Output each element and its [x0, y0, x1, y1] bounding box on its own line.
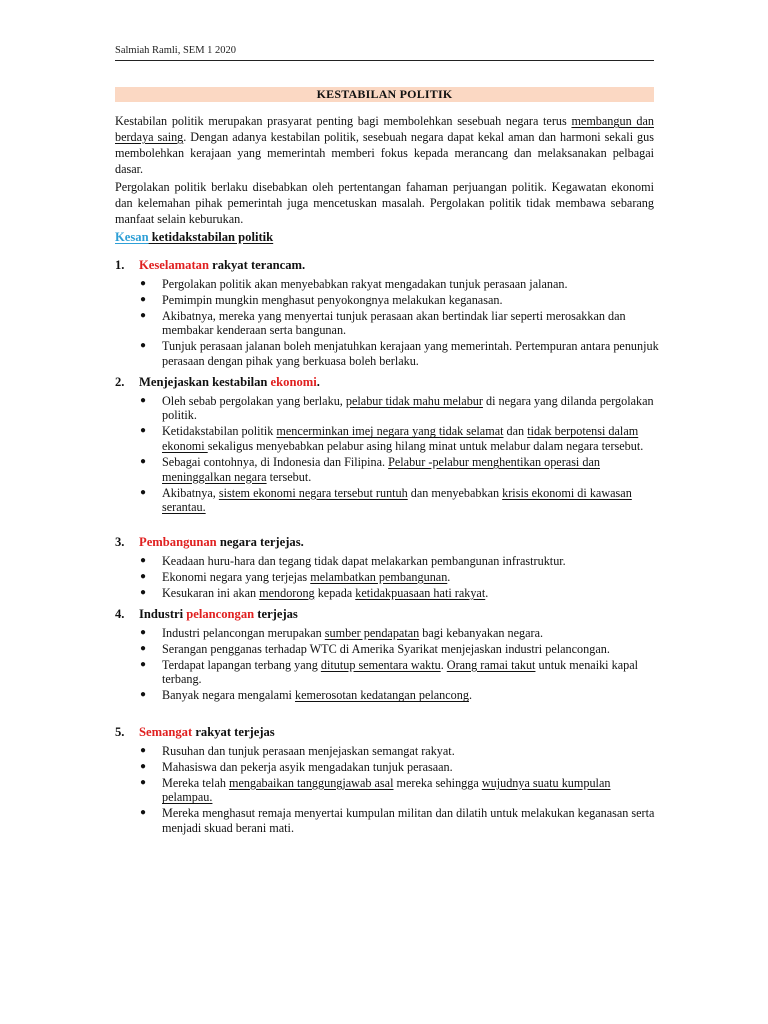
- intro-paragraph-1: [115, 113, 654, 177]
- section-heading-keyword: ekonomi: [270, 375, 317, 389]
- section-heading-keyword: Keselamatan: [139, 258, 209, 272]
- kesan-heading-rest: ketidakstabilan politik: [148, 230, 274, 244]
- bullet-icon: ●: [140, 760, 147, 772]
- intro-paragraph-2: Pergolakan politik berlaku disebabkan oleh pertentangan fahaman perjuangan politik. Kegawatan ekonomi dan kelemahan pihak pemerintah juga mencetuskan masalah. Pergolakan politik tidak membawa sebarang manfaat selain keburukan.: [115, 180, 654, 226]
- bullet-icon: ●: [140, 293, 147, 305]
- list-item: [115, 309, 660, 338]
- bullet-icon: ●: [140, 394, 147, 406]
- section-heading-text: rakyat terjejas: [192, 725, 275, 739]
- underlined-phrase: ketidakpuasaan hati rakyat: [355, 585, 486, 600]
- section-heading-text: negara terjejas.: [216, 535, 304, 549]
- item-text: di negara yang dilanda pergolakan politik.: [162, 393, 654, 423]
- underlined-phrase: mencerminkan imej negara yang tidak selamat: [276, 424, 504, 439]
- list-item: [115, 776, 660, 805]
- item-text: dan menyebabkan: [407, 485, 503, 500]
- list-item: [115, 806, 660, 835]
- item-text: bagi kebanyakan negara.: [419, 625, 544, 640]
- item-text: Mereka telah: [162, 775, 229, 790]
- item-text: .: [447, 569, 451, 584]
- list-item: [115, 626, 660, 641]
- underlined-phrase: mengabaikan tanggungjawab asal: [229, 775, 394, 790]
- bullet-icon: ●: [140, 642, 147, 654]
- intro-p1-text-b: . Dengan adanya kestabilan politik, sesebuah negara dapat kekal aman dan harmoni sekali gus membolehkan kerajaan yang memerintah memberi fokus kepada merancang dan melaksanakan pelbagai dasar.: [115, 130, 654, 176]
- intro-text: [115, 113, 654, 227]
- section-heading: [115, 725, 660, 740]
- bullet-list: [115, 554, 660, 601]
- list-item: [115, 760, 660, 775]
- underlined-phrase: kemerosotan kedatangan pelancong: [295, 688, 469, 703]
- intro-p1-underline: membangun dan berdaya saing: [115, 114, 654, 144]
- list-item: [115, 277, 660, 292]
- section-4: [115, 607, 660, 705]
- bullet-icon: ●: [140, 309, 147, 321]
- list-item: [115, 339, 660, 368]
- underlined-phrase: Orang ramai takut: [446, 657, 536, 672]
- bullet-icon: ●: [140, 689, 147, 701]
- bullet-icon: ●: [140, 744, 147, 756]
- bullet-icon: ●: [140, 486, 147, 498]
- item-text: Industri pelancongan merupakan: [162, 625, 325, 640]
- section-heading-text: Menjejaskan kestabilan: [139, 375, 271, 389]
- section-1: [115, 258, 660, 370]
- item-text: Akibatnya, mereka yang menyertai tunjuk perasaan akan bertindak liar seperti merosakkan dan membakar kenderaan serta bangunan.: [162, 308, 626, 338]
- item-text: sekaligus menyebabkan pelabur asing hilang minat untuk melabur dalam negara tersebut.: [207, 438, 644, 453]
- bullet-list: [115, 277, 660, 369]
- section-heading-keyword: Semangat: [139, 725, 193, 739]
- section-heading: [115, 607, 660, 622]
- bullet-icon: ●: [140, 570, 147, 582]
- bullet-icon: ●: [140, 586, 147, 598]
- item-text: Rusuhan dan tunjuk perasaan menjejaskan semangat rakyat.: [162, 743, 455, 758]
- underlined-phrase: ditutup sementara waktu: [320, 657, 441, 672]
- item-text: Ekonomi negara yang terjejas: [162, 569, 311, 584]
- section-number: 1.: [115, 258, 125, 272]
- section-heading: [115, 535, 660, 550]
- list-item: [115, 424, 660, 453]
- section-number: 2.: [115, 375, 125, 389]
- section-3: [115, 535, 660, 602]
- list-item: [115, 455, 660, 484]
- kesan-heading-blue: Kesan: [115, 230, 149, 244]
- bullet-icon: ●: [140, 807, 147, 819]
- item-text: Mahasiswa dan pekerja asyik mengadakan tunjuk perasaan.: [162, 759, 453, 774]
- intro-p1-text-a: Kestabilan politik merupakan prasyarat penting bagi membolehkan sesebuah negara terus: [115, 114, 572, 128]
- bullet-icon: ●: [140, 626, 147, 638]
- section-heading-text: Industri: [139, 607, 187, 621]
- bullet-icon: ●: [140, 776, 147, 788]
- underlined-phrase: krisis ekonomi di kawasan serantau.: [162, 485, 632, 515]
- list-item: [115, 744, 660, 759]
- list-item: [115, 570, 660, 585]
- section-number: 4.: [115, 607, 125, 621]
- underlined-phrase: sistem ekonomi negara tersebut runtuh: [218, 485, 408, 500]
- underlined-phrase: sumber pendapatan: [324, 625, 420, 640]
- item-text: Akibatnya,: [162, 485, 219, 500]
- list-item: [115, 688, 660, 703]
- kesan-heading: [115, 230, 273, 245]
- list-item: [115, 293, 660, 308]
- bullet-icon: ●: [140, 658, 147, 670]
- section-heading-text: .: [316, 375, 320, 389]
- section-heading-text: terjejas: [254, 607, 298, 621]
- document-title: KESTABILAN POLITIK: [115, 87, 654, 102]
- underlined-phrase: mendorong: [259, 585, 315, 600]
- underlined-phrase: Pelabur -pelabur menghentikan operasi dan meninggalkan negara: [162, 454, 600, 484]
- header-rule: [115, 60, 654, 61]
- list-item: [115, 658, 660, 687]
- section-heading-text: rakyat terancam.: [208, 258, 306, 272]
- item-text: Tunjuk perasaan jalanan boleh menjatuhkan kerajaan yang memerintah. Pertempuran antara penunjuk perasaan dengan pihak yang berkuasa boleh berlaku.: [162, 339, 659, 369]
- bullet-icon: ●: [140, 425, 147, 437]
- item-text: untuk menaiki kapal terbang.: [162, 657, 639, 687]
- item-text: .: [485, 585, 489, 600]
- list-item: [115, 642, 660, 657]
- section-heading-keyword: pelancongan: [186, 607, 255, 621]
- item-text: Serangan pengganas terhadap WTC di Amerika Syarikat menjejaskan industri pelancongan.: [162, 641, 610, 656]
- bullet-icon: ●: [140, 340, 147, 352]
- item-text: Pergolakan politik akan menyebabkan rakyat mengadakan tunjuk perasaan jalanan.: [162, 276, 568, 291]
- item-text: Oleh sebab pergolakan yang berlaku,: [162, 393, 346, 408]
- item-text: .: [440, 657, 447, 672]
- underlined-phrase: melambatkan pembangunan: [310, 569, 448, 584]
- item-text: Pemimpin mungkin menghasut penyokongnya melakukan keganasan.: [162, 292, 503, 307]
- section-2: [115, 375, 660, 516]
- item-text: dan: [503, 424, 528, 439]
- item-text: Ketidakstabilan politik: [162, 424, 277, 439]
- list-item: [115, 554, 660, 569]
- list-item: [115, 486, 660, 515]
- item-text: Terdapat lapangan terbang yang: [162, 657, 321, 672]
- item-text: Keadaan huru-hara dan tegang tidak dapat melakarkan pembangunan infrastruktur.: [162, 553, 566, 568]
- item-text: tersebut.: [266, 469, 312, 484]
- list-item: [115, 586, 660, 601]
- list-item: [115, 394, 660, 423]
- section-heading-keyword: Pembangunan: [139, 535, 217, 549]
- section-number: 3.: [115, 535, 125, 549]
- bullet-icon: ●: [140, 554, 147, 566]
- item-text: Mereka menghasut remaja menyertai kumpulan militan dan dilatih untuk melakukan keganasan serta menjadi skuad berani mati.: [162, 806, 655, 836]
- item-text: kepada: [314, 585, 356, 600]
- item-text: mereka sehingga: [393, 775, 482, 790]
- underlined-phrase: tidak berpotensi dalam ekonomi: [162, 424, 639, 453]
- section-heading: [115, 375, 660, 390]
- item-text: Banyak negara mengalami: [162, 688, 295, 703]
- item-text: Kesukaran ini akan: [162, 585, 260, 600]
- page-header-author: Salmiah Ramli, SEM 1 2020: [115, 45, 237, 56]
- section-number: 5.: [115, 725, 125, 739]
- bullet-list: [115, 744, 660, 836]
- section-5: [115, 725, 660, 837]
- bullet-list: [115, 626, 660, 703]
- bullet-list: [115, 394, 660, 515]
- item-text: .: [468, 688, 472, 703]
- item-text: Sebagai contohnya, di Indonesia dan Filipina.: [162, 454, 389, 469]
- underlined-phrase: pelabur tidak mahu melabur: [345, 393, 483, 408]
- bullet-icon: ●: [140, 277, 147, 289]
- underlined-phrase: wujudnya suatu kumpulan pelampau.: [162, 775, 611, 805]
- bullet-icon: ●: [140, 455, 147, 467]
- section-heading: [115, 258, 660, 273]
